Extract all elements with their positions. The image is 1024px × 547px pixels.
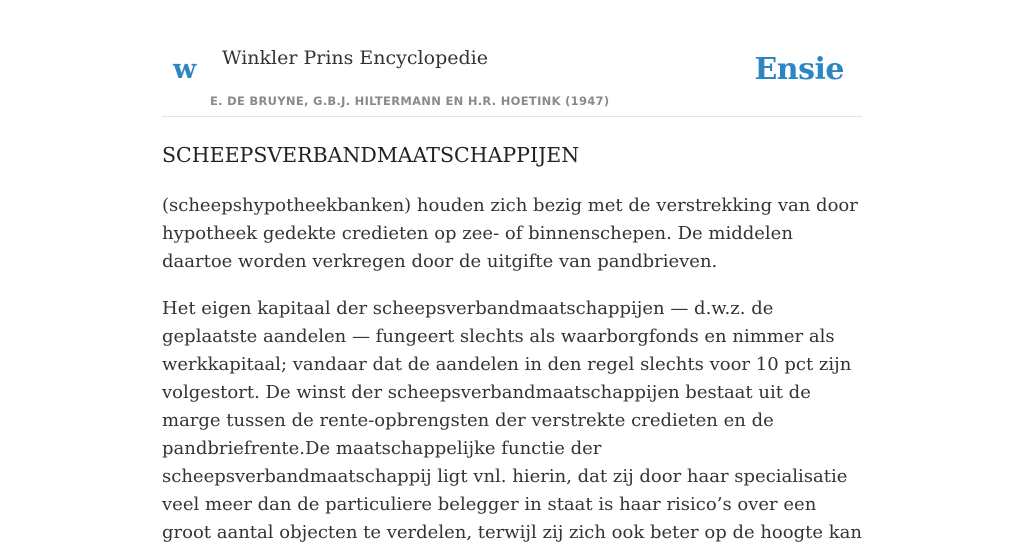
- article-paragraph-2: Het eigen kapitaal der scheepsverbandmaatschappijen — d.w.z. de geplaatste aandelen — fungeert slechts als waarborgfonds en nimmer als werkkapitaal; vandaar dat de aandelen in den regel slechts voor 10 pct zijn volgestort. De winst der scheepsverbandmaatschappijen bestaat uit de marge tussen de rente-opbrengsten der verstrekte credieten en de pandbriefrente.De maatschappelijke functie der scheepsverbandmaatschappij ligt vnl. hierin, dat zij door haar specialisatie veel meer dan de particuliere belegger in staat is haar risico’s over een groot aantal objecten te verdelen, terwijl zij zich ook beter op de hoogte kan: [162, 298, 862, 543]
- ensie-logo[interactable]: Ensie: [754, 52, 844, 87]
- article: [162, 138, 862, 547]
- article-title: SCHEEPSVERBANDMAATSCHAPPIJEN: [162, 143, 580, 167]
- header: [162, 0, 862, 117]
- authors-line: E. DE BRUYNE, G.B.J. HILTERMANN EN H.R. HOETINK (1947): [210, 94, 610, 108]
- encyclopedia-title[interactable]: Winkler Prins Encyclopedie: [222, 47, 488, 69]
- winkler-prins-logo[interactable]: w: [173, 54, 197, 85]
- article-paragraph-1: (scheepshypotheekbanken) houden zich bezig met de verstrekking van door hypotheek gedekte credieten op zee- of binnenschepen. De middelen daartoe worden verkregen door de uitgifte van pandbrieven.: [162, 195, 858, 272]
